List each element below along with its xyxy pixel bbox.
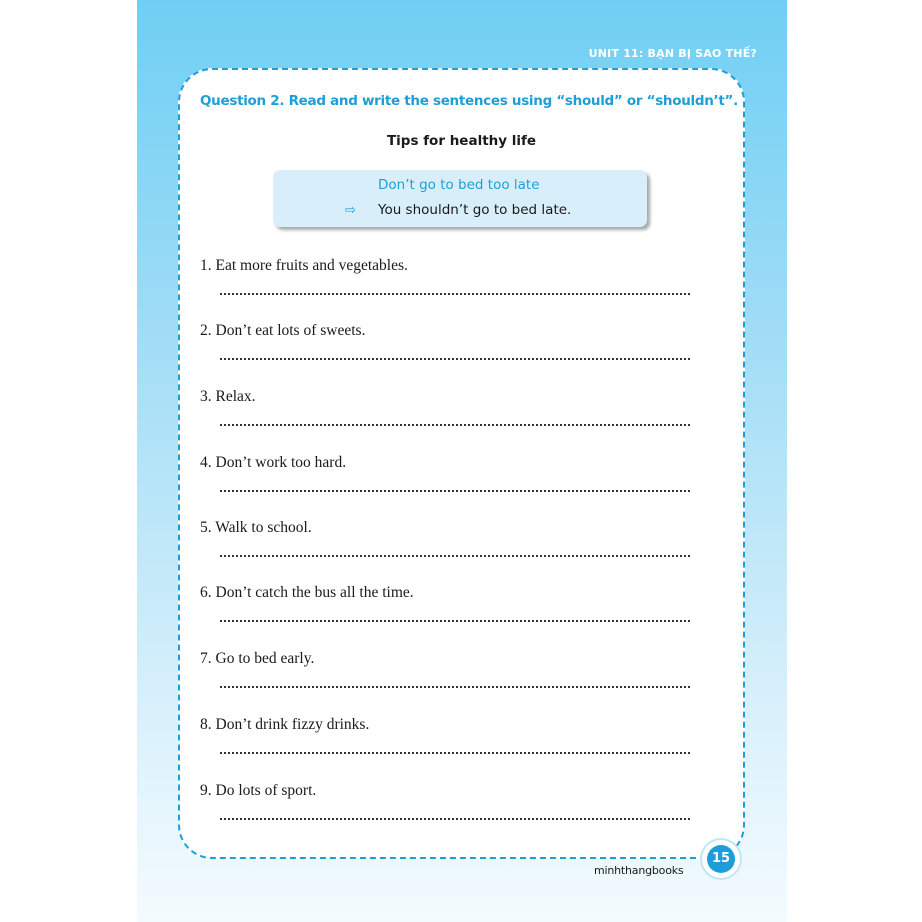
exercise-item-text: 1. Eat more fruits and vegetables. bbox=[200, 257, 408, 274]
exercise-item-text: 5. Walk to school. bbox=[200, 519, 312, 536]
exercise-item-text: 8. Don’t drink fizzy drinks. bbox=[200, 716, 370, 733]
answer-line[interactable] bbox=[220, 424, 690, 426]
tips-title: Tips for healthy life bbox=[386, 133, 537, 149]
answer-line[interactable] bbox=[220, 555, 690, 557]
exercise-item bbox=[200, 650, 690, 710]
answer-line[interactable] bbox=[220, 490, 690, 492]
exercise-item bbox=[200, 716, 690, 776]
exercise-item bbox=[200, 782, 690, 842]
question-title: Question 2. Read and write the sentences using “should” or “shouldn’t”. bbox=[200, 93, 738, 109]
answer-line[interactable] bbox=[220, 686, 690, 688]
exercise-item bbox=[200, 584, 690, 644]
exercise-item-text: 4. Don’t work too hard. bbox=[200, 454, 347, 471]
answer-line[interactable] bbox=[220, 293, 690, 295]
example-answer: You shouldn’t go to bed late. bbox=[378, 202, 572, 218]
publisher-brand: minhthangbooks bbox=[594, 864, 684, 877]
answer-line[interactable] bbox=[220, 358, 690, 360]
answer-line[interactable] bbox=[220, 620, 690, 622]
exercise-item bbox=[200, 388, 690, 448]
arrow-right-icon: ⇨ bbox=[345, 203, 356, 218]
exercise-item-text: 6. Don’t catch the bus all the time. bbox=[200, 584, 414, 601]
exercise-item-text: 9. Do lots of sport. bbox=[200, 782, 317, 799]
exercise-item-text: 7. Go to bed early. bbox=[200, 650, 315, 667]
answer-line[interactable] bbox=[220, 818, 690, 820]
exercise-item bbox=[200, 454, 690, 514]
example-box bbox=[273, 170, 647, 227]
answer-line[interactable] bbox=[220, 752, 690, 754]
workbook-page bbox=[137, 0, 787, 922]
exercise-item bbox=[200, 322, 690, 382]
exercise-item-text: 2. Don’t eat lots of sweets. bbox=[200, 322, 366, 339]
page-number: 15 bbox=[707, 845, 735, 873]
unit-header: UNIT 11: BẠN BỊ SAO THẾ? bbox=[588, 47, 757, 60]
exercise-item bbox=[200, 257, 690, 317]
exercise-card bbox=[178, 68, 745, 859]
example-prompt: Don’t go to bed too late bbox=[378, 177, 540, 193]
exercise-item-text: 3. Relax. bbox=[200, 388, 256, 405]
exercise-item bbox=[200, 519, 690, 579]
page-number-badge bbox=[702, 840, 740, 878]
